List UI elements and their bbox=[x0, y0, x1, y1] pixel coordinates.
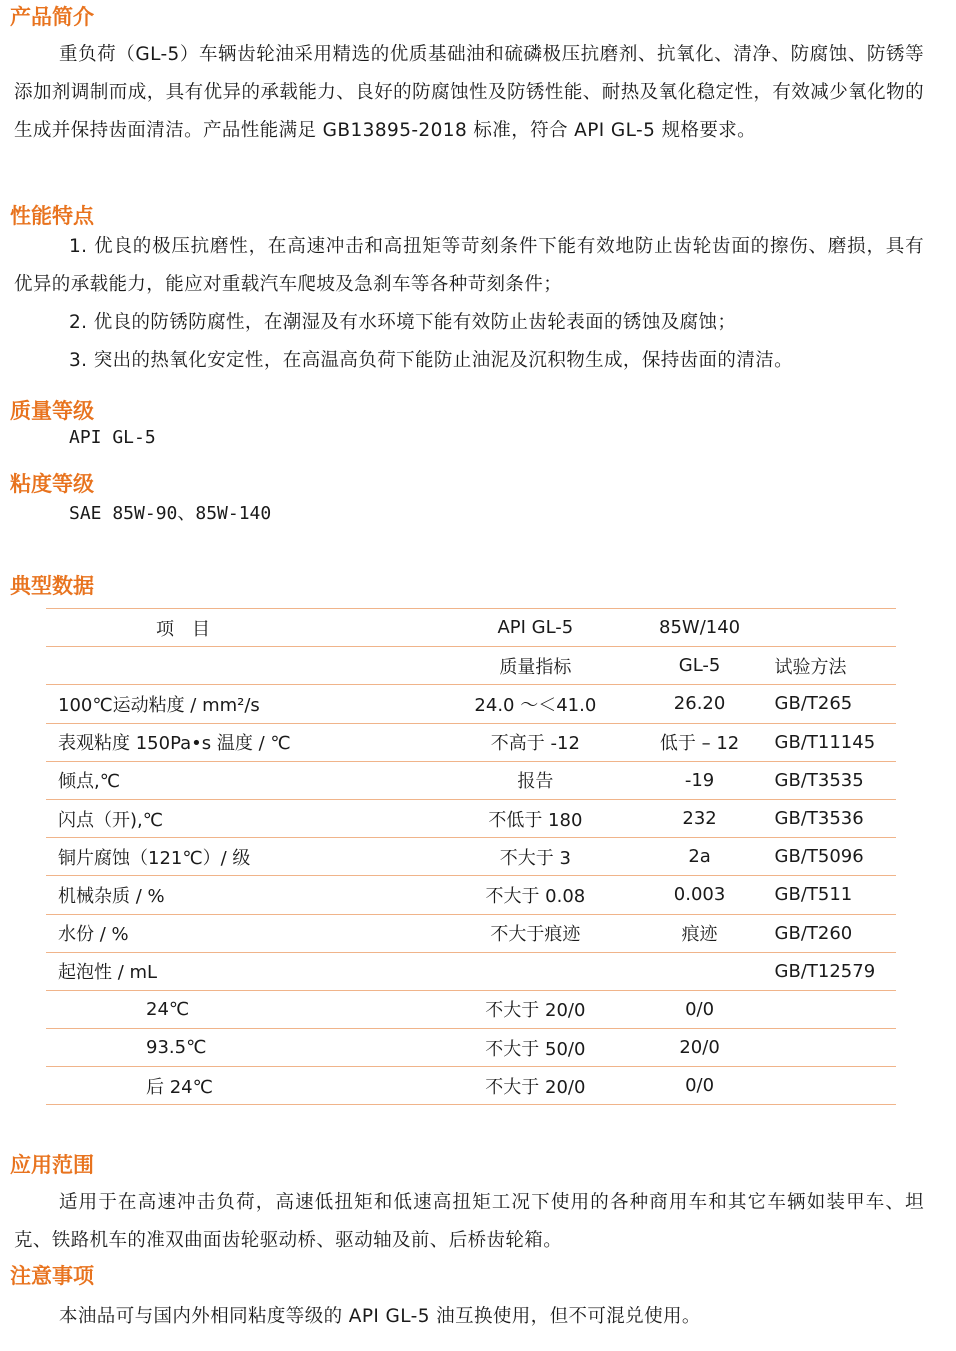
foam-row bbox=[46, 1029, 896, 1067]
row-spec: 不高于 -12 bbox=[436, 723, 634, 761]
row-spec bbox=[436, 952, 634, 990]
row-value: 26.20 bbox=[635, 685, 765, 723]
row-property: 起泡性 / mL bbox=[46, 952, 436, 990]
row-spec: 不大于 20/0 bbox=[436, 1067, 634, 1105]
feature-item-2: 2. 优良的防锈防腐性，在潮湿及有水环境下能有效防止齿轮表面的锈蚀及腐蚀； bbox=[69, 312, 737, 333]
row-spec: 不大于痕迹 bbox=[436, 914, 634, 952]
row-property: 机械杂质 / % bbox=[46, 876, 436, 914]
row-value: 0/0 bbox=[635, 990, 765, 1028]
row-method: GB/T3535 bbox=[765, 761, 896, 799]
section-title-quality: 质量等级 bbox=[10, 399, 94, 423]
section-title-viscosity: 粘度等级 bbox=[10, 472, 94, 496]
row-property: 100℃运动粘度 / mm²/s bbox=[46, 685, 436, 723]
row-method bbox=[765, 1067, 896, 1105]
row-value: 低于 – 12 bbox=[635, 723, 765, 761]
table-row bbox=[46, 723, 896, 761]
row-value: 20/0 bbox=[635, 1029, 765, 1067]
row-spec: 不大于 50/0 bbox=[436, 1029, 634, 1067]
typical-data-table bbox=[46, 608, 896, 1105]
table-row bbox=[46, 952, 896, 990]
row-property: 93.5℃ bbox=[46, 1029, 436, 1067]
row-value: 232 bbox=[635, 799, 765, 837]
section-title-notes: 注意事项 bbox=[10, 1264, 94, 1288]
row-property: 倾点,℃ bbox=[46, 761, 436, 799]
row-method: GB/T12579 bbox=[765, 952, 896, 990]
row-method: GB/T265 bbox=[765, 685, 896, 723]
row-property: 表观粘度 150Pa•s 温度 / ℃ bbox=[46, 723, 436, 761]
row-spec: 不大于 3 bbox=[436, 838, 634, 876]
subheader-quality-index: 质量指标 bbox=[436, 647, 634, 685]
section-title-features: 性能特点 bbox=[10, 204, 94, 228]
row-property: 铜片腐蚀（121℃）/ 级 bbox=[46, 838, 436, 876]
row-property: 闪点（开),℃ bbox=[46, 799, 436, 837]
quality-value: API GL-5 bbox=[69, 427, 156, 448]
row-spec: 不低于 180 bbox=[436, 799, 634, 837]
row-method bbox=[765, 1029, 896, 1067]
section-title-intro: 产品简介 bbox=[10, 5, 94, 29]
section-title-typical: 典型数据 bbox=[10, 574, 94, 598]
feature-item-1: 1. 优良的极压抗磨性，在高速冲击和高扭矩等苛刻条件下能有效地防止齿轮齿面的擦伤、磨损，具有优异的承载能力，能应对重载汽车爬坡及急刹车等各种苛刻条件； bbox=[14, 236, 924, 295]
row-property: 水份 / % bbox=[46, 914, 436, 952]
row-spec: 24.0 ～＜41.0 bbox=[436, 685, 634, 723]
foam-row bbox=[46, 1067, 896, 1105]
table-row bbox=[46, 761, 896, 799]
header-blank bbox=[765, 609, 896, 647]
subheader-gl5: GL-5 bbox=[635, 647, 765, 685]
row-method: GB/T511 bbox=[765, 876, 896, 914]
row-spec: 不大于 20/0 bbox=[436, 990, 634, 1028]
row-value: 0/0 bbox=[635, 1067, 765, 1105]
header-grade: 85W/140 bbox=[635, 609, 765, 647]
table-row bbox=[46, 914, 896, 952]
row-method: GB/T5096 bbox=[765, 838, 896, 876]
row-spec: 不大于 0.08 bbox=[436, 876, 634, 914]
table-row bbox=[46, 685, 896, 723]
intro-paragraph: 重负荷（GL-5）车辆齿轮油采用精选的优质基础油和硫磷极压抗磨剂、抗氧化、清净、防腐蚀、防锈等添加剂调制而成，具有优异的承载能力、良好的防腐蚀性及防锈性能、耐热及氧化稳定性，有效减少氧化物的生成并保持齿面清洁。产品性能满足 GB13895-2018 标准，符合 API GL-5 规格要求。 bbox=[14, 44, 924, 141]
subheader-test-method: 试验方法 bbox=[765, 647, 896, 685]
notes-paragraph: 本油品可与国内外相同粘度等级的 API GL-5 油互换使用，但不可混兑使用。 bbox=[59, 1306, 701, 1327]
row-method: GB/T260 bbox=[765, 914, 896, 952]
table-row bbox=[46, 799, 896, 837]
row-method: GB/T3536 bbox=[765, 799, 896, 837]
row-value: 痕迹 bbox=[635, 914, 765, 952]
table-subheader-row bbox=[46, 647, 896, 685]
row-spec: 报告 bbox=[436, 761, 634, 799]
viscosity-value: SAE 85W-90、85W-140 bbox=[69, 503, 272, 524]
row-value: 0.003 bbox=[635, 876, 765, 914]
foam-row bbox=[46, 990, 896, 1028]
table-header-row bbox=[46, 609, 896, 647]
header-spec: API GL-5 bbox=[436, 609, 634, 647]
section-title-application: 应用范围 bbox=[10, 1153, 94, 1177]
table-row bbox=[46, 838, 896, 876]
application-paragraph: 适用于在高速冲击负荷，高速低扭矩和低速高扭矩工况下使用的各种商用车和其它车辆如装甲车、坦克、铁路机车的准双曲面齿轮驱动桥、驱动轴及前、后桥齿轮箱。 bbox=[14, 1192, 924, 1251]
row-value: 2a bbox=[635, 838, 765, 876]
feature-item-3: 3. 突出的热氧化安定性，在高温高负荷下能防止油泥及沉积物生成，保持齿面的清洁。 bbox=[69, 350, 794, 371]
header-item: 项 目 bbox=[46, 609, 436, 647]
row-property: 后 24℃ bbox=[46, 1067, 436, 1105]
subheader-blank bbox=[46, 647, 436, 685]
row-value: -19 bbox=[635, 761, 765, 799]
row-method: GB/T11145 bbox=[765, 723, 896, 761]
row-value bbox=[635, 952, 765, 990]
row-method bbox=[765, 990, 896, 1028]
row-property: 24℃ bbox=[46, 990, 436, 1028]
table-row bbox=[46, 876, 896, 914]
